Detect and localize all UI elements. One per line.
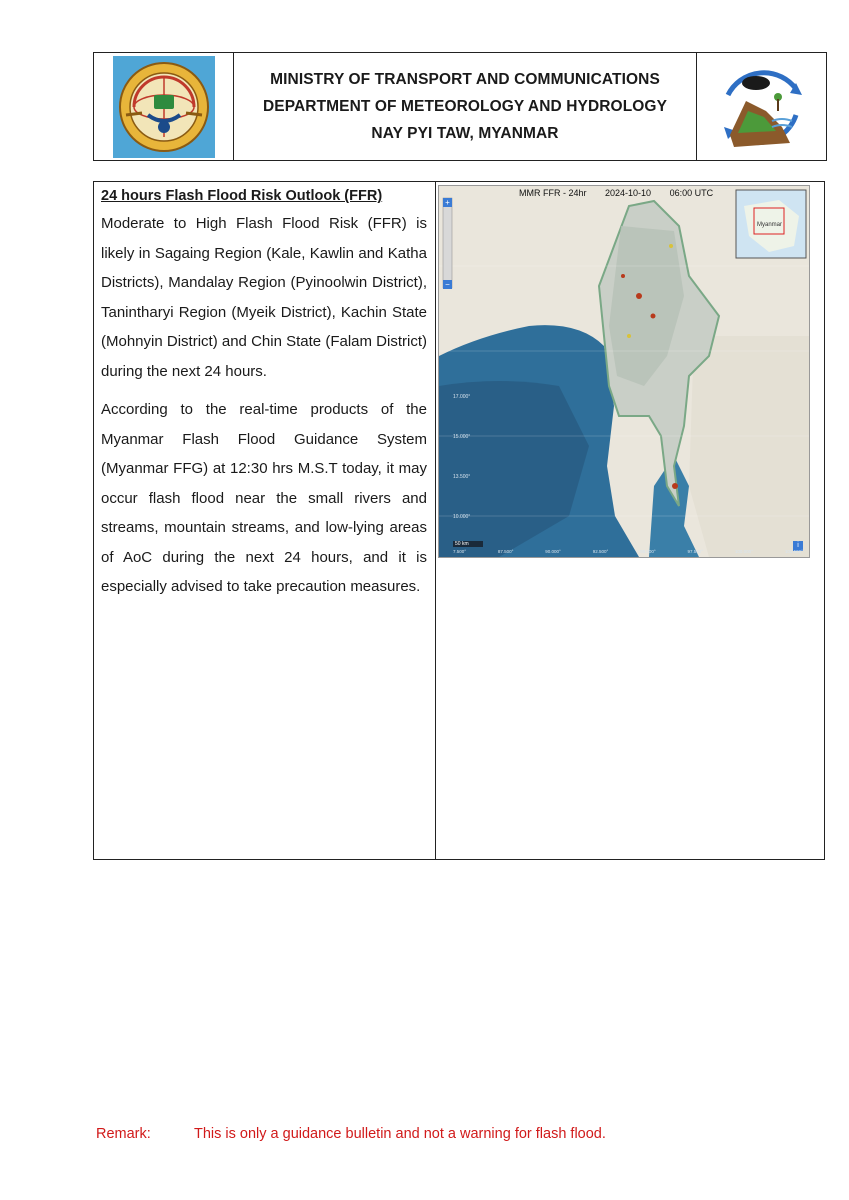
map-lon-label: 92.500° bbox=[592, 549, 609, 554]
outlook-map-column bbox=[436, 182, 824, 859]
header-title-block bbox=[234, 53, 696, 160]
map-date-label: 2024-10-10 bbox=[605, 188, 652, 198]
department-name: DEPARTMENT OF METEOROLOGY AND HYDROLOGY bbox=[262, 97, 668, 115]
outlook-title: 24 hours Flash Flood Risk Outlook (FFR) bbox=[101, 188, 383, 204]
hydrology-logo-cell bbox=[696, 53, 826, 160]
outlook-paragraph-1: Moderate to High Flash Flood Risk (FFR) is likely in Sagaing Region (Kale, Kawlin and Katha Districts), Mandalay Region (Pyinoolwin District), Tanintharyi Region (Myeik District), Kachin State (Mohnyin District) and Chin State (Falam District) during the next 24 hours. bbox=[101, 215, 427, 380]
map-lon-label: 97.500° bbox=[687, 549, 704, 554]
bulletin-header bbox=[93, 52, 827, 161]
ministry-logo-cell bbox=[94, 53, 234, 160]
map-lat-label: 15.000° bbox=[453, 434, 471, 440]
map-lon-label: 90.000° bbox=[545, 549, 561, 554]
map-lon-label: 100.000° bbox=[734, 549, 753, 554]
outlook-text-column bbox=[94, 182, 436, 859]
map-lon-labels bbox=[453, 549, 803, 554]
map-lon-label: 95.000° bbox=[640, 549, 656, 554]
map-time-label: 06:00 UTC bbox=[669, 188, 714, 198]
map-product-label: MMR FFR - 24hr bbox=[519, 188, 587, 198]
map-lon-label: 7.500° bbox=[453, 549, 467, 554]
map-lat-label: 17.000° bbox=[453, 394, 471, 400]
map-zoom-in-icon[interactable]: + bbox=[445, 198, 450, 207]
outlook-table bbox=[93, 181, 825, 860]
outlook-paragraph-2: According to the real-time products of the Myanmar Flash Flood Guidance System (Myanmar FFG) at 12:30 hrs M.S.T today, it may occur flash flood near the small rivers and streams, mountain streams, and low-lying areas of AoC during the next 24 hours, and it is especially advised to take precaution measures. bbox=[101, 401, 427, 595]
remark bbox=[96, 1126, 606, 1142]
map-zoom-out-icon[interactable]: − bbox=[445, 280, 450, 289]
ministry-name: MINISTRY OF TRANSPORT AND COMMUNICATIONS bbox=[270, 70, 660, 88]
ffr-map bbox=[438, 185, 810, 558]
ministry-emblem-logo bbox=[112, 55, 216, 159]
map-lat-label: 13.500° bbox=[453, 474, 471, 480]
map-lat-label: 10.000° bbox=[453, 514, 471, 520]
remark-label: Remark: bbox=[96, 1126, 151, 1142]
map-header bbox=[519, 188, 729, 198]
map-scale-label: 50 km bbox=[455, 541, 469, 547]
location-name: NAY PYI TAW, MYANMAR bbox=[371, 124, 559, 142]
map-lon-label: 102.500° bbox=[784, 549, 803, 554]
ffr-map-graphic bbox=[439, 186, 809, 557]
remark-text: This is only a guidance bulletin and not a warning for flash flood. bbox=[194, 1126, 606, 1142]
map-inset-label: Myanmar bbox=[757, 222, 783, 228]
map-lon-label: 87.500° bbox=[497, 549, 514, 554]
map-info-icon[interactable]: i bbox=[797, 542, 799, 549]
hydrology-cycle-logo bbox=[710, 55, 814, 159]
